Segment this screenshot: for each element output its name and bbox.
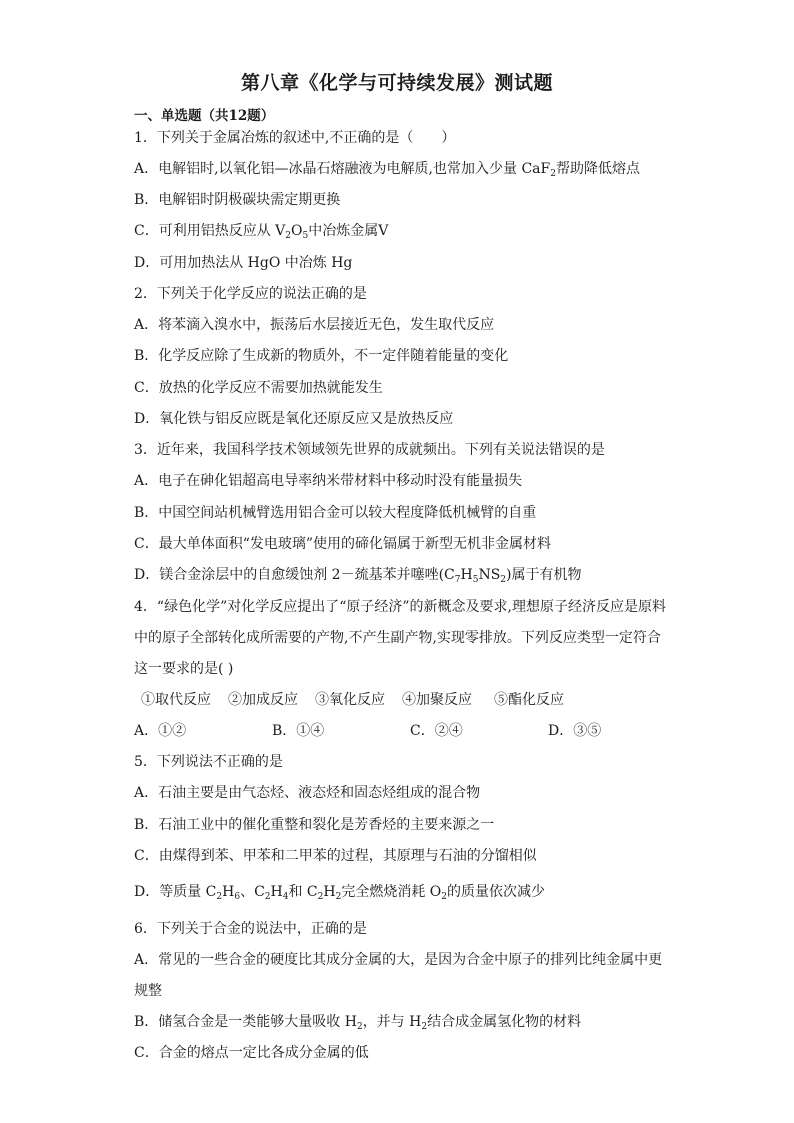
q5-option-a: A．石油主要是由气态烃、液态烃和固态烃组成的混合物 [134, 785, 481, 801]
document-title: 第八章《化学与可持续发展》测试题 [240, 72, 553, 94]
q4-option-d: D．③⑤ [548, 723, 602, 739]
q4-item-2: ②加成反应 [228, 692, 298, 708]
q5-option-c: C．由煤得到苯、甲苯和二甲苯的过程，其原理与石油的分馏相似 [134, 848, 537, 864]
q3-option-d: D．镁合金涂层中的自愈缓蚀剂 2－巯基苯并噻唑$(C_7H_5NS_2)$属于有机物 [134, 567, 582, 585]
q1-option-a: A．电解铝时,以氧化铝—冰晶石熔融液为电解质,也常加入少量 CaF$_2$帮助降低熔点 [134, 161, 640, 179]
q2-option-b: B．化学反应除了生成新的物质外，不一定伴随着能量的变化 [134, 348, 509, 364]
q6-option-a-line1: A．常见的一些合金的硬度比其成分金属的大，是因为合金中原子的排列比纯金属中更 [134, 952, 663, 968]
q1-option-d: D．可用加热法从 HgO 中冶炼 Hg [134, 255, 353, 271]
q2-option-a: A．将苯滴入溴水中，振荡后水层接近无色，发生取代反应 [134, 317, 495, 333]
q3-stem: 3．近年来，我国科学技术领域领先世界的成就频出。下列有关说法错误的是 [134, 442, 605, 458]
q1-option-b: B．电解铝时阴极碳块需定期更换 [134, 192, 341, 208]
q3-option-a: A．电子在砷化铝超高电导率纳米带材料中移动时没有能量损失 [134, 473, 523, 489]
q4-stem-line3: 这一要求的是( ) [134, 661, 234, 677]
section-heading: 一、单选题（共12题） [134, 108, 275, 124]
q2-stem: 2．下列关于化学反应的说法正确的是 [134, 286, 367, 302]
q4-item-5: ⑤酯化反应 [494, 692, 564, 708]
q4-item-1: ①取代反应 [141, 692, 211, 708]
q6-option-a-line2: 规整 [134, 983, 162, 999]
q4-stem-line2: 中的原子全部转化成所需要的产物,不产生副产物,实现零排放。下列反应类型一定符合 [134, 630, 661, 646]
q1-stem: 1．下列关于金属冶炼的叙述中,不正确的是（ ） [134, 130, 456, 146]
q2-option-c: C．放热的化学反应不需要加热就能发生 [134, 380, 383, 396]
q6-option-b: B．储氢合金是一类能够大量吸收 $H_2$，并与 $H_2$结合成金属氢化物的材料 [134, 1014, 582, 1032]
q4-item-4: ④加聚反应 [402, 692, 472, 708]
q6-stem: 6．下列关于合金的说法中，正确的是 [134, 921, 367, 937]
q4-item-3: ③氧化反应 [315, 692, 385, 708]
q1-option-c: C．可利用铝热反应从 $V_2O_5$中冶炼金属V [134, 223, 389, 241]
q6-option-c: C．合金的熔点一定比各成分金属的低 [134, 1045, 369, 1061]
q4-option-c: C．②④ [410, 723, 463, 739]
q3-option-c: C．最大单体面积“发电玻璃”使用的碲化镉属于新型无机非金属材料 [134, 536, 552, 552]
q2-option-d: D．氧化铁与铝反应既是氧化还原反应又是放热反应 [134, 411, 454, 427]
q4-stem-line1: 4．“绿色化学”对化学反应提出了“原子经济”的新概念及要求,理想原子经济反应是原料 [134, 599, 666, 615]
q5-stem: 5．下列说法不正确的是 [134, 754, 283, 770]
q3-option-b: B．中国空间站机械臂选用铝合金可以较大程度降低机械臂的自重 [134, 505, 537, 521]
q5-option-d: D．等质量 $C_2H_6$、$C_2H_4$和 $C_2H_2$完全燃烧消耗 $O_2$的质量依次减少 [134, 884, 546, 902]
q4-option-b: B．①④ [272, 723, 325, 739]
q5-option-b: B．石油工业中的催化重整和裂化是芳香烃的主要来源之一 [134, 817, 495, 833]
q4-option-a: A．①② [134, 723, 187, 739]
